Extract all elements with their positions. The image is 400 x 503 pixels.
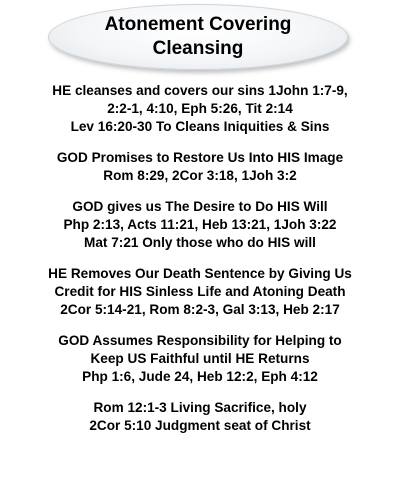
section-restore [57,149,343,185]
section-sacrifice [89,399,310,435]
section-text-line: GOD gives us The Desire to Do HIS Will [72,199,328,214]
section-text-line: HE Removes Our Death Sentence by Giving Us [48,266,352,281]
section-text-line: Mat 7:21 Only those who do HIS will [84,235,316,250]
section-text-line: GOD Promises to Restore Us Into HIS Image [56,150,344,165]
title-line-1: Atonement Covering [104,14,292,35]
main-content [0,82,400,448]
section-cleanses [52,82,347,136]
section-text-line: GOD Assumes Responsibility for Helping to [58,333,342,348]
section-faithful [58,332,342,386]
section-desire [63,198,336,252]
title-line-2: Cleansing [152,38,244,59]
section-text-line: 2:2-1, 4:10, Eph 5:26, Tit 2:14 [107,101,293,116]
section-text-line: 2Cor 5:10 Judgment seat of Christ [89,418,311,433]
title-banner [48,4,348,70]
section-text-line: Rom 8:29, 2Cor 3:18, 1Joh 3:2 [103,168,297,183]
section-text-line: Php 1:6, Jude 24, Heb 12:2, Eph 4:12 [82,369,318,384]
section-text-line: Rom 12:1-3 Living Sacrifice, holy [93,400,307,415]
section-text-line: Lev 16:20-30 To Cleans Iniquities & Sins [70,119,330,134]
section-death-sentence [48,265,352,319]
section-text-line: Php 2:13, Acts 11:21, Heb 13:21, 1Joh 3:22 [63,217,337,232]
section-text-line: Credit for HIS Sinless Life and Atoning Death [54,284,346,299]
section-text-line: Keep US Faithful until HE Returns [90,351,310,366]
section-text-line: HE cleanses and covers our sins 1John 1:7-9, [52,83,348,98]
section-text-line: 2Cor 5:14-21, Rom 8:2-3, Gal 3:13, Heb 2:17 [60,302,340,317]
